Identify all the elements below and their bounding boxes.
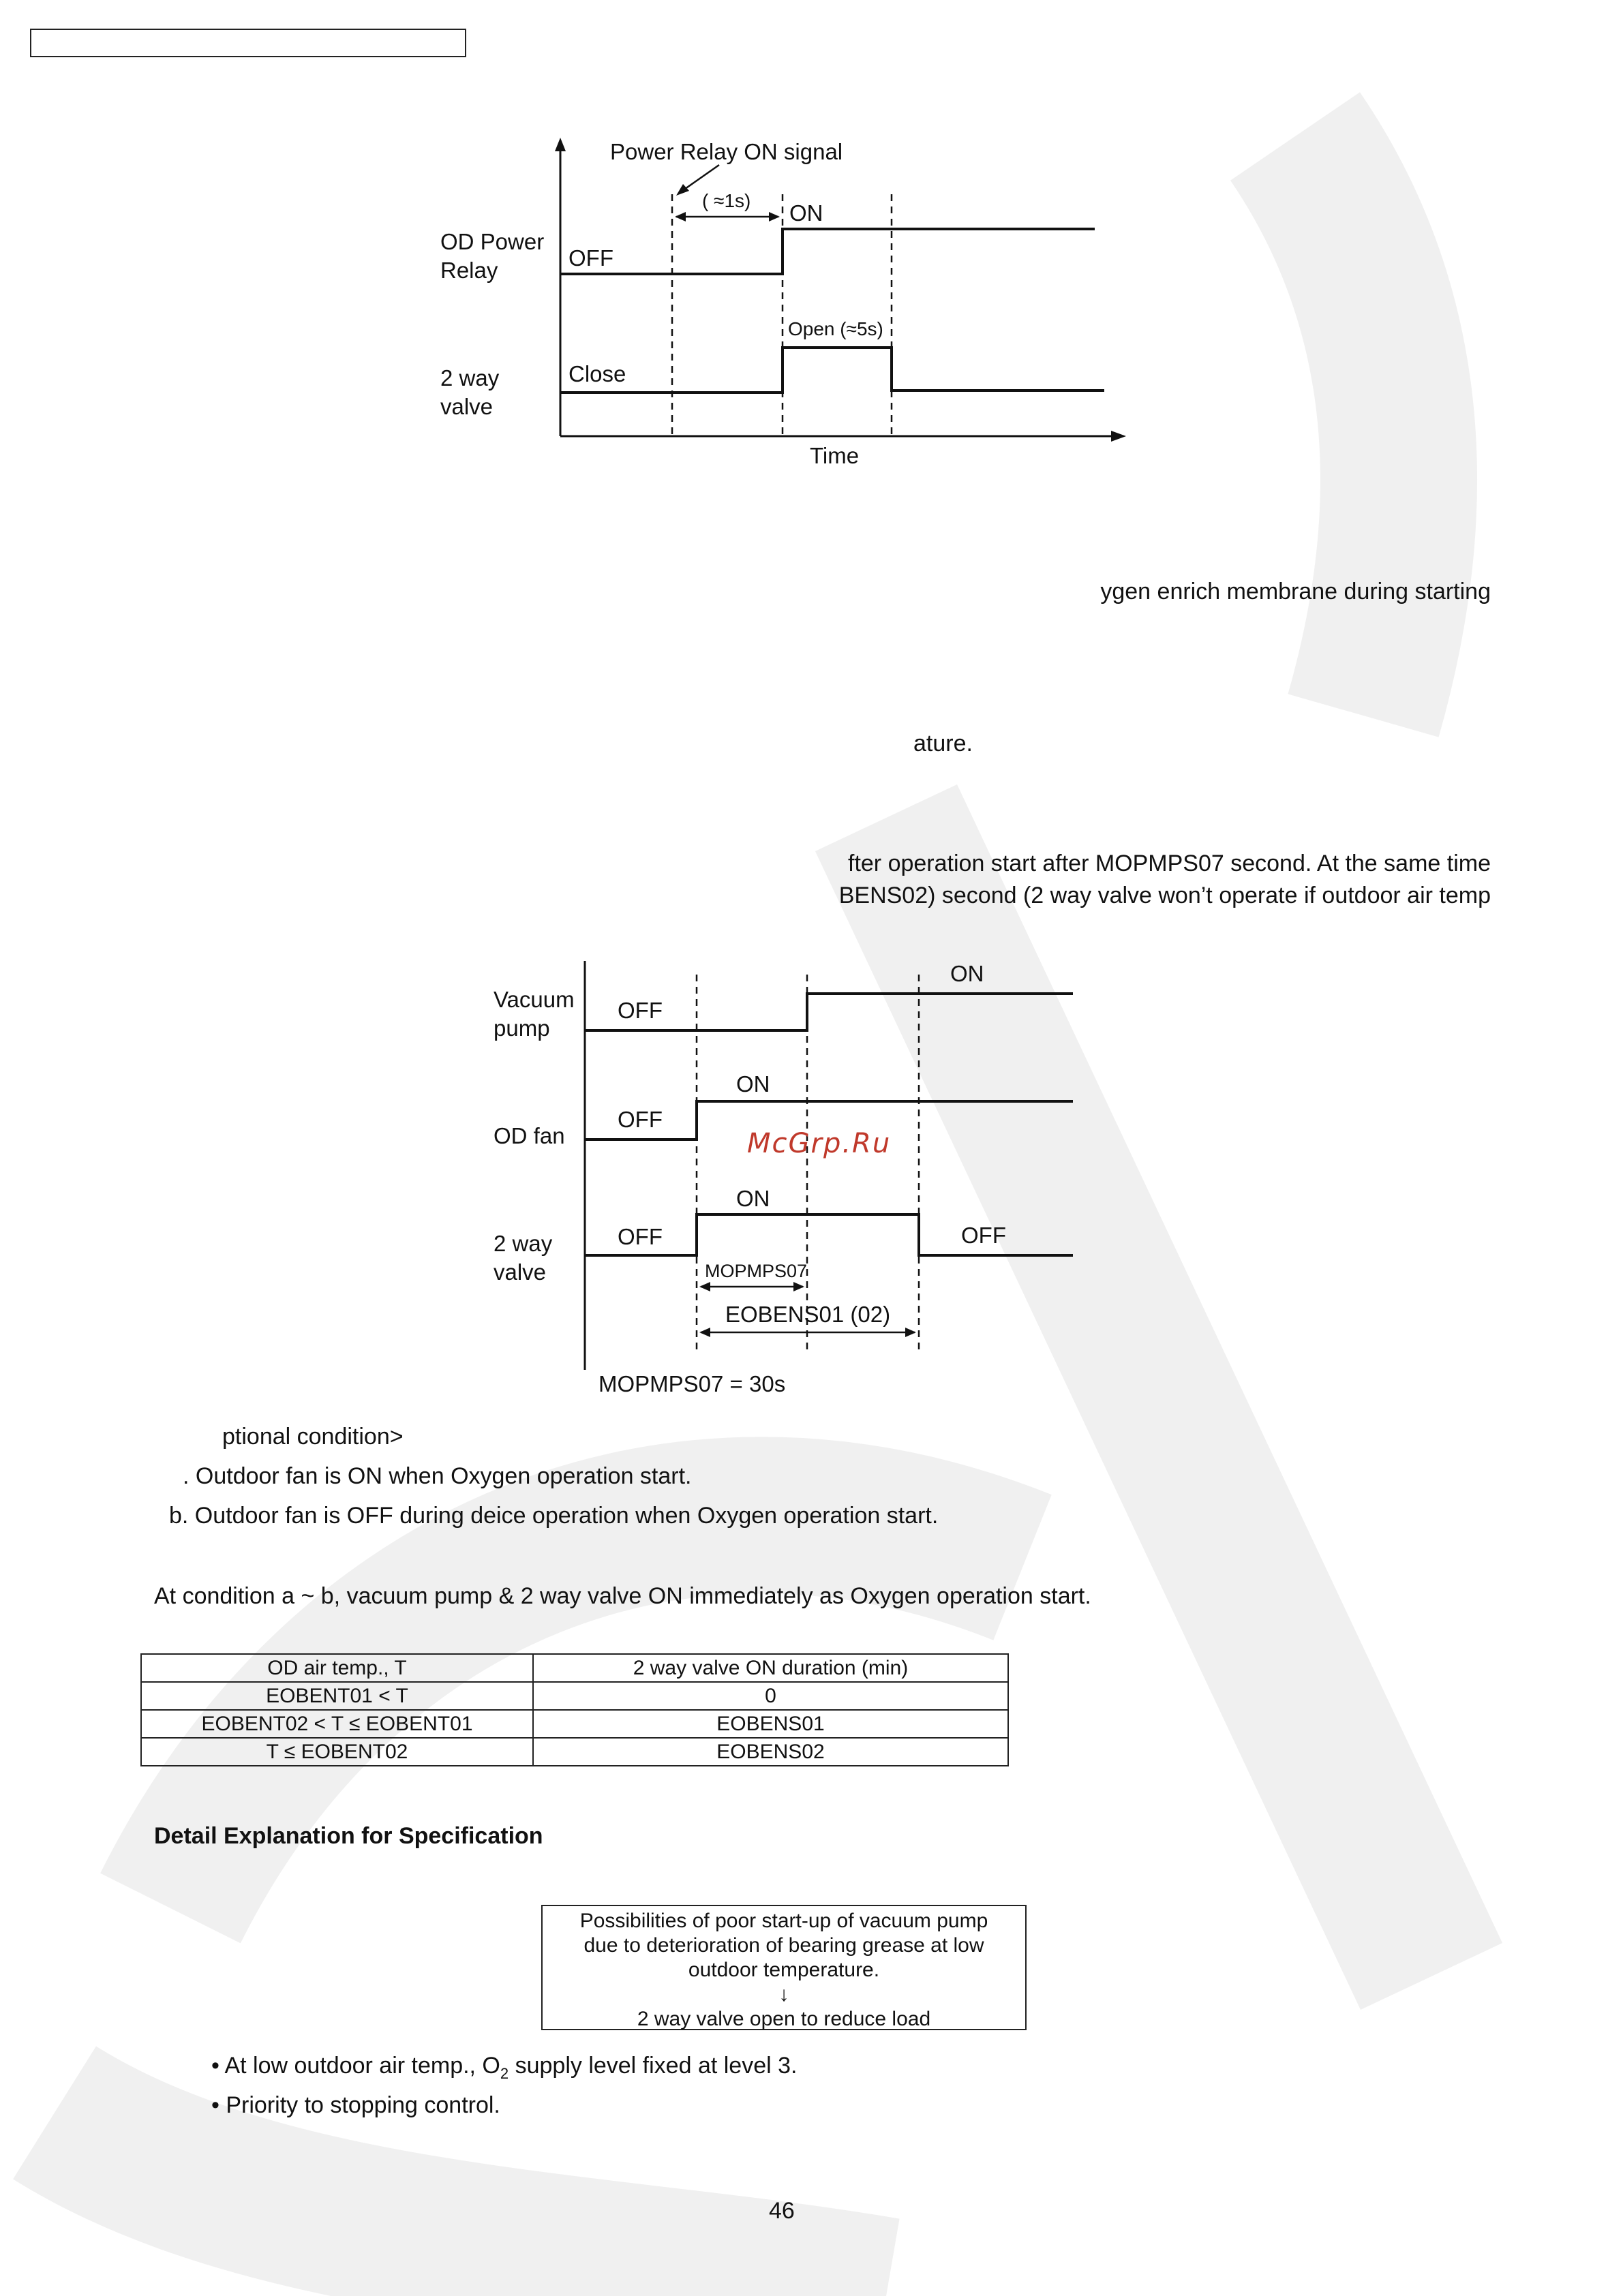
oxygen-timing-diagram [477, 947, 1091, 1411]
explanation-arrow: ↓ [778, 1983, 789, 2006]
table-row [141, 1738, 1008, 1766]
interval-label: ( ≈1s) [702, 190, 751, 211]
explanation-line: Possibilities of poor start-up of vacuum pump [579, 1910, 988, 1932]
table-header-cell: 2 way valve ON duration (min) [533, 1654, 1008, 1682]
table-cell: EOBENT01 < T [141, 1682, 533, 1710]
valve-off-after-label: OFF [961, 1223, 1006, 1248]
paragraph-line: ature. [913, 731, 973, 756]
explanation-line: due to deterioration of bearing grease at low [583, 1934, 984, 1957]
relay-label: OD Power [440, 229, 545, 254]
mopmps-note: MOPMPS07 = 30s [598, 1371, 786, 1396]
valve-duration-table [140, 1653, 1009, 1766]
paragraph-line: ygen enrich membrane during starting [1100, 579, 1491, 604]
relay-timing-diagram [409, 129, 1145, 484]
time-axis-arrow [1111, 431, 1126, 442]
bullet-icon: • [211, 2092, 219, 2118]
explanation-box [541, 1905, 1027, 2030]
table-row [141, 1710, 1008, 1738]
relay-signal-title: Power Relay ON signal [610, 139, 843, 164]
valve-off-label: OFF [618, 1224, 663, 1249]
table-cell: EOBENS02 [533, 1738, 1008, 1766]
bullet-icon: • [211, 2053, 219, 2079]
page-number: 46 [769, 2198, 795, 2224]
relay-off-label: OFF [568, 245, 613, 271]
table-cell: T ≤ EOBENT02 [141, 1738, 533, 1766]
pump-off-label: OFF [618, 998, 663, 1023]
relay-label: Relay [440, 258, 498, 283]
valve-close-label: Close [568, 361, 626, 386]
relay-signal-line [560, 229, 1095, 274]
paragraph-line: BENS02) second (2 way valve won’t operate if outdoor air temp [838, 883, 1491, 908]
valve-label: valve [494, 1259, 547, 1285]
table-row [141, 1682, 1008, 1710]
condition-b: b. Outdoor fan is OFF during deice operation when Oxygen operation start. [169, 1503, 939, 1529]
pump-label: Vacuum [494, 987, 575, 1012]
y-axis-arrow [555, 138, 566, 151]
valve-label: 2 way [494, 1231, 553, 1256]
detail-heading: Detail Explanation for Specification [154, 1823, 543, 1849]
valve-label: valve [440, 394, 494, 419]
valve-on-label: ON [736, 1186, 770, 1211]
table-header-row [141, 1654, 1008, 1682]
condition-heading: ptional condition> [222, 1424, 404, 1450]
relay-on-label: ON [789, 200, 823, 226]
table-cell: EOBENS01 [533, 1710, 1008, 1738]
explanation-line: outdoor temperature. [688, 1959, 880, 1981]
mopmps-label: MOPMPS07 [705, 1261, 808, 1281]
eobens-label: EOBENS01 (02) [725, 1302, 891, 1327]
condition-a: . Outdoor fan is ON when Oxygen operation start. [183, 1463, 692, 1489]
pump-on-label: ON [950, 961, 984, 986]
table-cell: 0 [533, 1682, 1008, 1710]
valve-open-label: Open (≈5s) [788, 318, 883, 339]
fan-off-label: OFF [618, 1107, 663, 1132]
paragraph-line: fter operation start after MOPMPS07 second. At the same time [848, 851, 1491, 876]
valve-label: 2 way [440, 365, 500, 391]
table-header-cell: OD air temp., T [141, 1654, 533, 1682]
table-cell: EOBENT02 < T ≤ EOBENT01 [141, 1710, 533, 1738]
site-watermark: McGrp.Ru [747, 1128, 892, 1159]
time-axis-label: Time [810, 443, 860, 468]
explanation-line: 2 way valve open to reduce load [637, 2008, 931, 2030]
valve-signal-line [560, 348, 1104, 393]
header-box [30, 29, 466, 57]
fan-label: OD fan [494, 1123, 565, 1148]
bullet-item: • At low outdoor air temp., $O_2$ supply level fixed at level 3. [211, 2053, 798, 2082]
condition-summary: At condition a ~ b, vacuum pump & 2 way valve ON immediately as Oxygen operation start. [154, 1583, 1091, 1609]
bullet-item: • Priority to stopping control. [211, 2092, 500, 2118]
fan-on-label: ON [736, 1071, 770, 1097]
pump-label: pump [494, 1015, 550, 1041]
